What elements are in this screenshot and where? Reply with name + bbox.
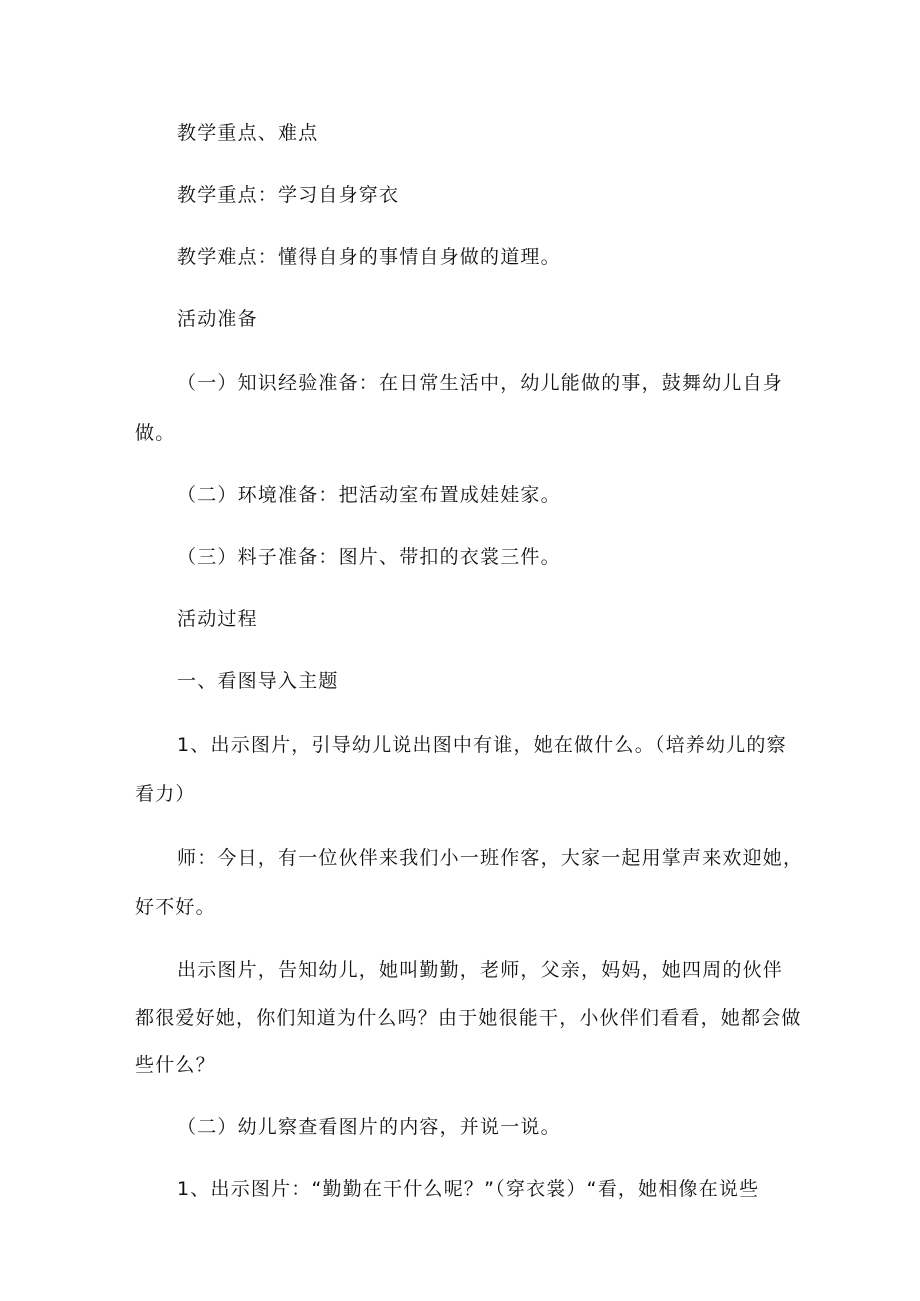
section-two-title: （二）幼儿察查看图片的内容，并说一说。: [177, 1116, 561, 1138]
show-picture-line-3: 些什么？: [135, 1054, 216, 1076]
teacher-line-1: 师：今日，有一位伙伴来我们小一班作客，大家一起用掌声来欢迎她，: [177, 847, 804, 869]
show-picture-line-1: 出示图片，告知幼儿，她叫勤勤，老师，父亲，妈妈，她四周的伙伴: [177, 959, 784, 981]
heading-process: 活动过程: [177, 608, 258, 630]
step-1-line-1: 1、出示图片，引导幼儿说出图中有谁，她在做什么。（培养幼儿的察: [177, 734, 787, 756]
section-one-title: 一、看图导入主题: [177, 670, 339, 692]
step-2-line-1: 1、出示图片：“勤勤在干什么呢？”（穿衣裳）“看，她相像在说些: [177, 1178, 760, 1200]
prep-knowledge-line-2: 做。: [135, 422, 176, 444]
heading-key-points: 教学重点、难点: [177, 122, 319, 144]
teaching-difficulty: 教学难点：懂得自身的事情自身做的道理。: [177, 246, 561, 268]
prep-environment: （二）环境准备：把活动室布置成娃娃家。: [177, 484, 561, 506]
prep-knowledge-line-1: （一）知识经验准备：在日常生活中，幼儿能做的事，鼓舞幼儿自身: [177, 372, 784, 394]
heading-preparation: 活动准备: [177, 308, 258, 330]
prep-materials: （三）料子准备：图片、带扣的衣裳三件。: [177, 546, 561, 568]
teacher-line-2: 好不好。: [135, 896, 216, 918]
step-1-line-2: 看力）: [135, 783, 196, 805]
teaching-focus: 教学重点：学习自身穿衣: [177, 184, 400, 206]
show-picture-line-2: 都很爱好她，你们知道为什么吗？由于她很能干，小伙伴们看看，她都会做: [135, 1007, 802, 1029]
